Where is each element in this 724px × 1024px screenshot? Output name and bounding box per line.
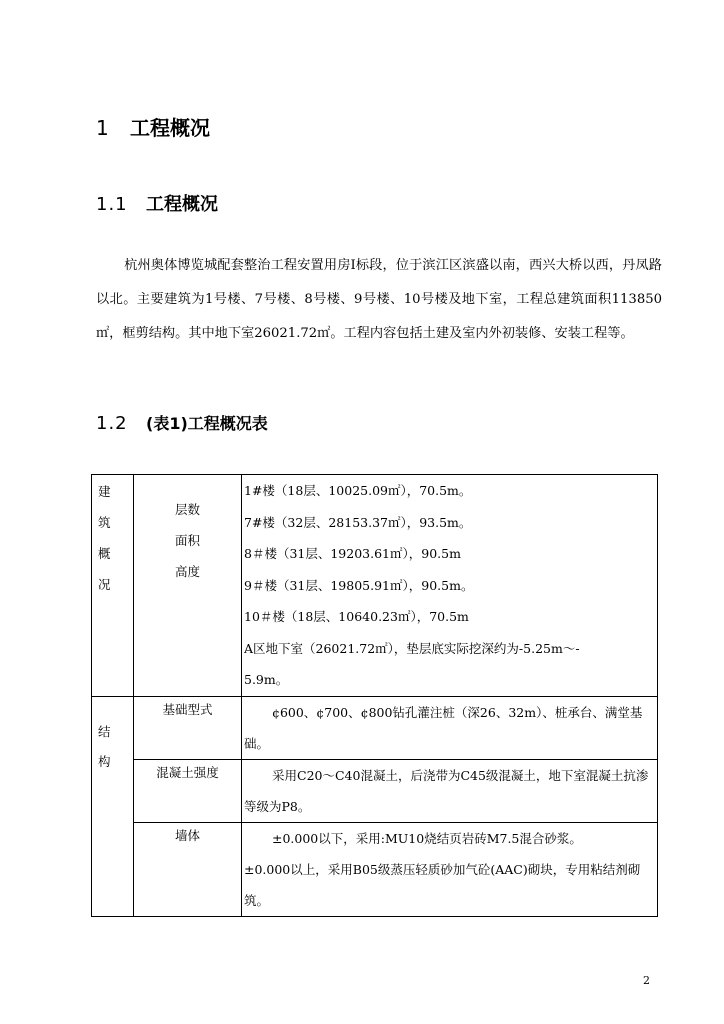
- building-line: 9＃楼（31层、19805.91㎡），90.5m。: [244, 577, 474, 593]
- building-category-char: 况: [98, 577, 111, 592]
- foundation-text-cell: [242, 696, 658, 759]
- heading-1: [96, 112, 210, 141]
- table-row-building: [92, 475, 658, 697]
- building-line: 8＃楼（31层、19203.61㎡），90.5m: [244, 546, 461, 561]
- label-height: 高度: [174, 564, 200, 579]
- heading-1-2-number: 1.2: [96, 413, 128, 434]
- page-number: 2: [643, 974, 650, 987]
- heading-1-1-number: 1.1: [96, 194, 128, 215]
- table-row-foundation: [92, 696, 658, 759]
- wall-text-cell: [242, 822, 658, 916]
- foundation-label: 基础型式: [162, 701, 213, 717]
- structure-category-char: 构: [98, 753, 111, 769]
- concrete-text-cell: [242, 759, 658, 822]
- building-line: 5.9m。: [244, 672, 289, 687]
- concrete-text: 采用C20～C40混凝土，后浇带为C45级混凝土，地下室混凝土抗渗等级为P8。: [244, 767, 649, 814]
- overview-table: [91, 474, 658, 917]
- overview-paragraph-text: 杭州奥体博览城配套整治工程安置用房I标段，位于滨江区滨盛以南，西兴大桥以西，丹凤路以北。主要建筑为1号楼、7号楼、8号楼、9号楼、10号楼及地下室，工程总建筑面积113850㎡，框剪结构。其中地下室26021.72㎡。工程内容包括土建及室内外初装修、安装工程等。: [96, 258, 662, 341]
- heading-1-1-title: 工程概况: [146, 194, 218, 215]
- label-area: 面积: [174, 533, 200, 548]
- wall-text-above: ±0.000以上，采用B05级蒸压轻质砂加气砼(AAC)砌块，专用粘结剂砌筑。: [244, 861, 641, 908]
- building-category-char: 建: [98, 484, 111, 499]
- heading-1-1: [96, 190, 218, 216]
- building-category-char: 筑: [98, 515, 111, 530]
- building-category-char: 概: [98, 546, 111, 561]
- building-details-cell: [242, 475, 658, 697]
- building-line: 7#楼（32层、28153.37㎡），93.5m。: [244, 514, 472, 530]
- building-category-cell: [92, 475, 134, 697]
- concrete-label-cell: [134, 759, 242, 822]
- structure-category-char: 结: [98, 723, 111, 739]
- heading-1-2-title: (表1)工程概况表: [146, 414, 268, 433]
- heading-1-number: 1: [96, 116, 109, 140]
- heading-1-2: [96, 411, 268, 434]
- overview-paragraph: [96, 249, 662, 351]
- concrete-label: 混凝土强度: [156, 764, 219, 780]
- structure-category-cell: [92, 696, 134, 916]
- table-row-wall: [92, 822, 658, 916]
- wall-text-below: ±0.000以下，采用:MU10烧结页岩砖M7.5混合砂浆。: [272, 830, 582, 846]
- heading-1-title: 工程概况: [130, 116, 210, 140]
- wall-label: 墙体: [174, 827, 200, 843]
- building-labels-cell: [134, 475, 242, 697]
- table-row-concrete: [92, 759, 658, 822]
- building-line: 10＃楼（18层、10640.23㎡），70.5m: [244, 609, 469, 624]
- building-line: 1#楼（18层、10025.09㎡），70.5m。: [244, 483, 472, 498]
- foundation-label-cell: [134, 696, 242, 759]
- foundation-text: ¢600、¢700、¢800钻孔灌注桩（深26、32m）、桩承台、满堂基础。: [244, 704, 643, 751]
- wall-label-cell: [134, 822, 242, 916]
- label-floors: 层数: [174, 502, 200, 517]
- building-line: A区地下室（26021.72㎡），垫层底实际挖深约为-5.25m～-: [244, 640, 580, 656]
